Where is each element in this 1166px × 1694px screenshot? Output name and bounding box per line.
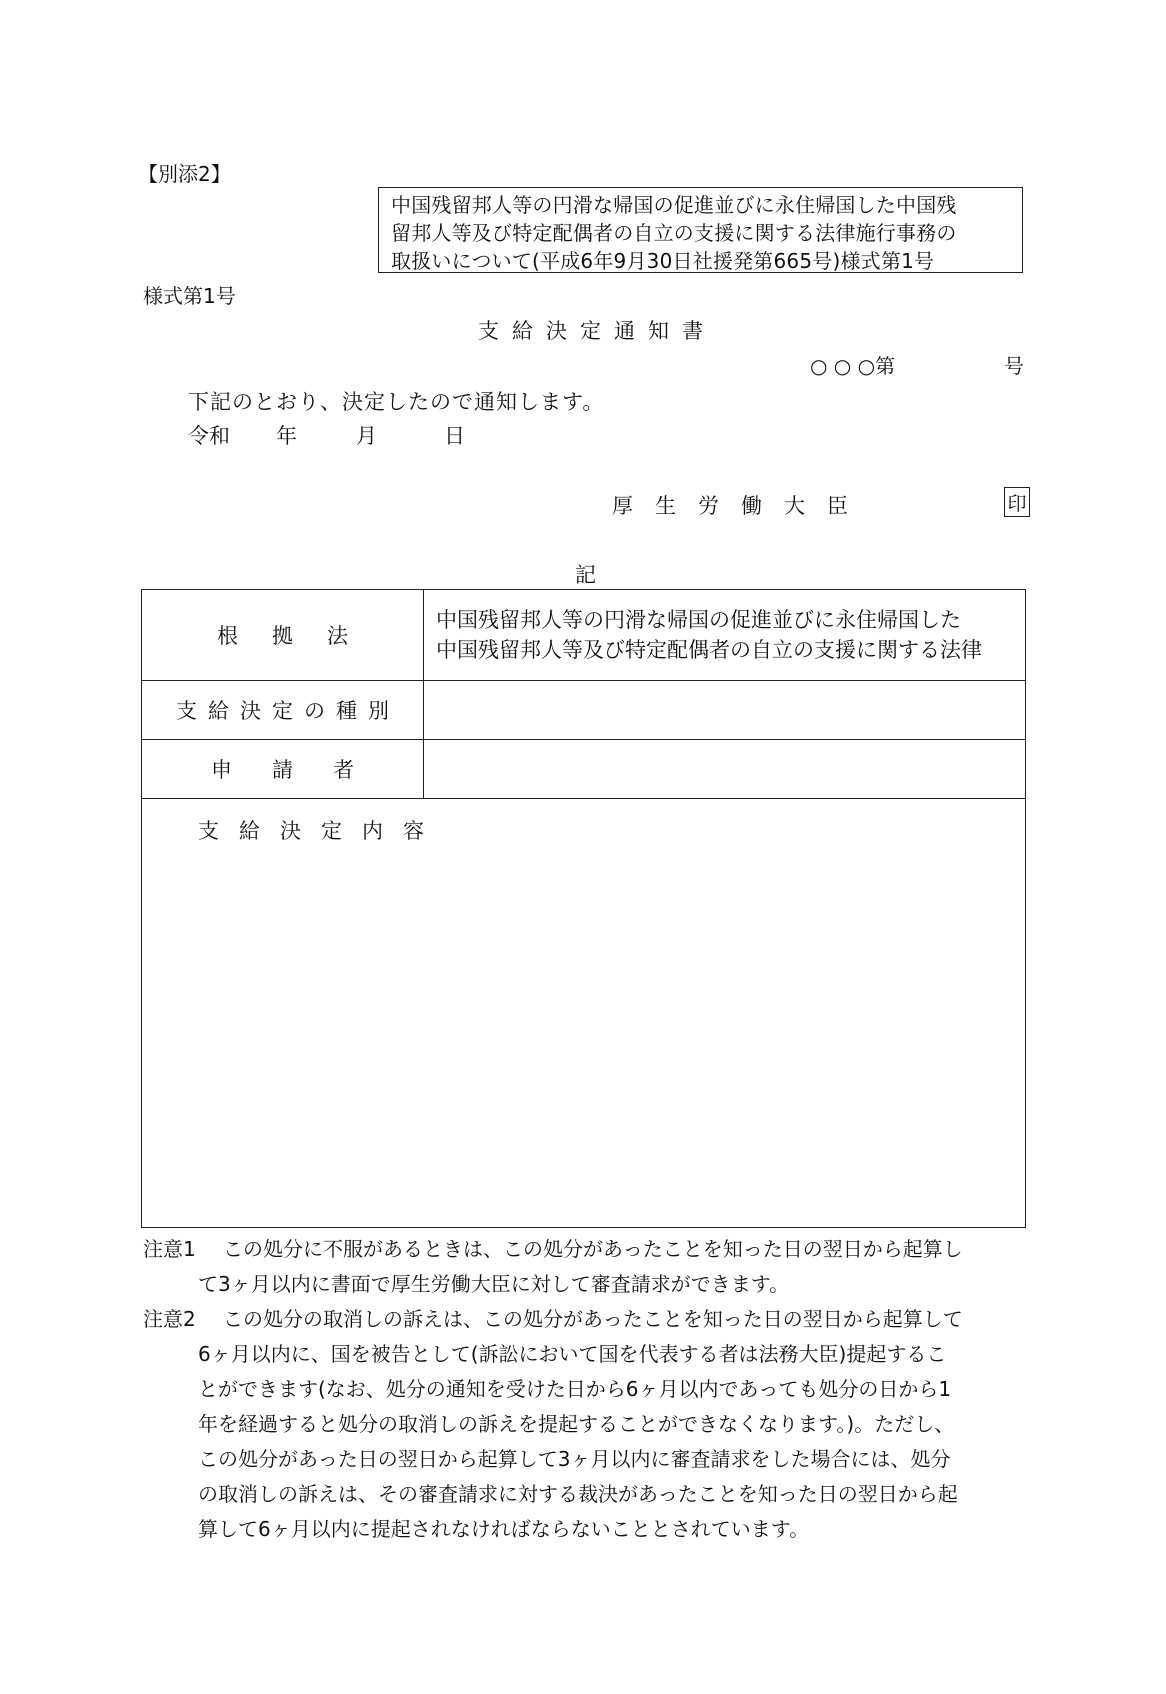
applicant-label-cell [142, 740, 424, 799]
reference-line: 取扱いについて(平成6年9月30日社援発第665号)様式第1号 [391, 249, 935, 273]
reference-line: 留邦人等及び特定配偶者の自立の支援に関する法律施行事務の [391, 221, 957, 245]
content-cell [142, 799, 1026, 1228]
date-month-unit: 月 [356, 424, 377, 448]
applicant-label: 申請者 [211, 758, 394, 782]
notes-section [143, 1232, 1028, 1547]
note-line: の取消しの訴えは、その審査請求に対する裁決があったことを知った日の翌日から起 [198, 1482, 958, 1506]
type-label-cell [142, 681, 424, 740]
note-label: 注意1 [143, 1237, 196, 1261]
note-first-line: この処分に不服があるときは、この処分があったことを知った日の翌日から起算し [223, 1237, 963, 1261]
note-line: 算して6ヶ月以内に提起されなければならないこととされています。 [198, 1517, 810, 1541]
note-label: 注意2 [143, 1307, 196, 1331]
note-line: この処分があった日の翌日から起算して3ヶ月以内に審査請求をした場合には、処分 [198, 1447, 951, 1471]
note-2 [143, 1302, 1028, 1547]
reference-line: 中国残留邦人等の円滑な帰国の促進並びに永住帰国した中国残 [391, 193, 957, 217]
note-1 [143, 1232, 1028, 1302]
date-day-unit: 日 [444, 424, 465, 448]
content-label: 支給決定内容 [198, 819, 444, 843]
issuer-name: 厚生労働大臣 [612, 494, 870, 518]
reference-box [378, 187, 1023, 273]
decision-table [141, 589, 1026, 1228]
note-line: 年を経過すると処分の取消しの訴えを提起することができなくなります。)。ただし、 [198, 1412, 955, 1436]
date-line [188, 420, 465, 450]
document-title: 支給決定通知書 [478, 319, 716, 343]
date-year-unit: 年 [276, 424, 297, 448]
note-line: 6ヶ月以内に、国を被告として(訴訟において国を代表する者は法務大臣)提起するこ [198, 1342, 947, 1366]
basis-law-value-cell [424, 590, 1026, 681]
ki-heading: 記 [575, 563, 596, 587]
basis-law-label: 根拠法 [217, 624, 382, 648]
document-number-suffix: 号 [1004, 354, 1024, 378]
note-line: とができます(なお、処分の通知を受けた日から6ヶ月以内であっても処分の日から1 [198, 1377, 952, 1401]
basis-law-label-cell [142, 590, 424, 681]
table-row [142, 590, 1026, 681]
applicant-value [424, 740, 1026, 799]
form-number: 様式第1号 [143, 284, 236, 308]
note-first-line: この処分の取消しの訴えは、この処分があったことを知った日の翌日から起算して [223, 1307, 963, 1331]
basis-law-value-line: 中国残留邦人等及び特定配偶者の自立の支援に関する法律 [436, 638, 982, 662]
intro-text: 下記のとおり、決定したので通知します。 [188, 390, 605, 414]
table-row [142, 740, 1026, 799]
date-era: 令和 [188, 424, 230, 448]
attachment-label: 【別添2】 [138, 162, 231, 186]
seal-mark: 印 [1004, 487, 1030, 517]
document-number: ○ ○ ○第 [810, 354, 896, 378]
table-row [142, 799, 1026, 1228]
basis-law-value-line: 中国残留邦人等の円滑な帰国の促進並びに永住帰国した [436, 608, 961, 632]
note-line: て3ヶ月以内に書面で厚生労働大臣に対して審査請求ができます。 [198, 1272, 790, 1296]
table-row [142, 681, 1026, 740]
type-label: 支給決定の種別 [176, 699, 400, 723]
type-value [424, 681, 1026, 740]
